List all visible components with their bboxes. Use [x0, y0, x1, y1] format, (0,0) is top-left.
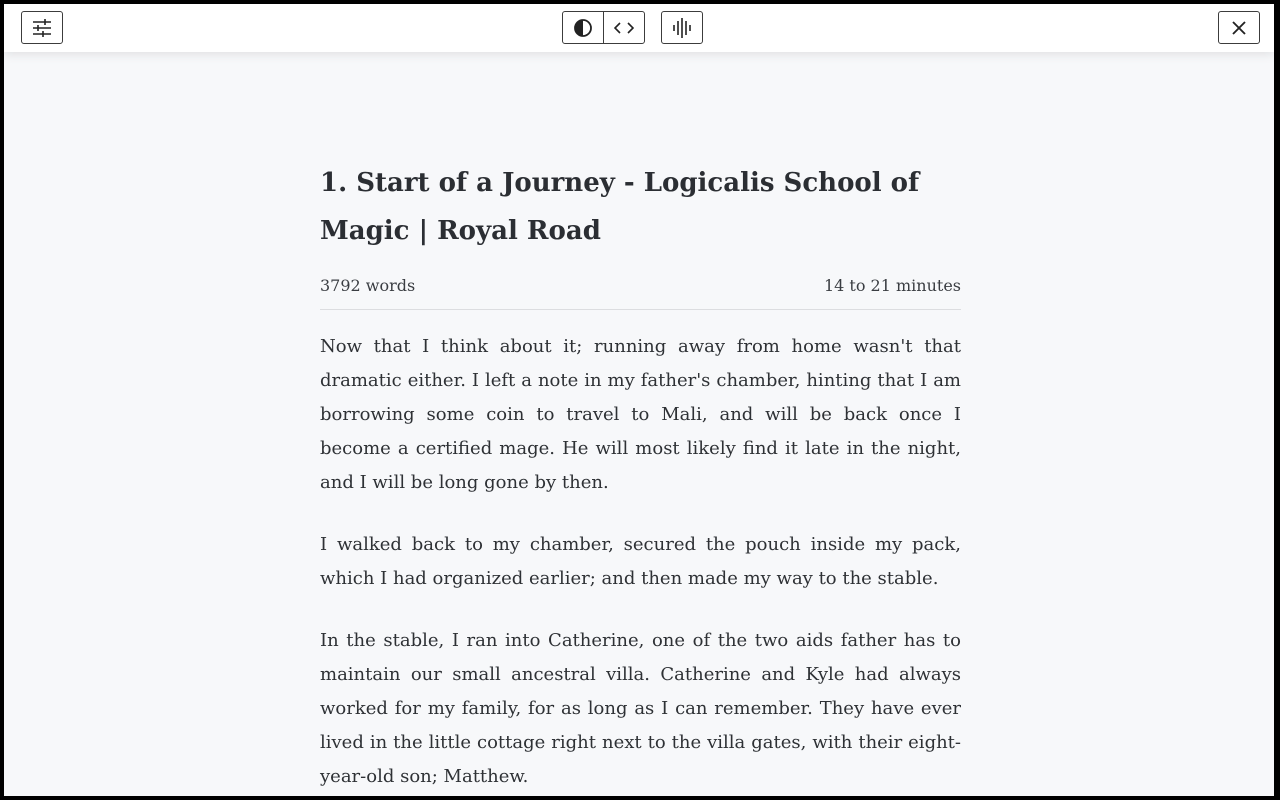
article-meta — [320, 274, 961, 310]
reader-toolbar — [4, 4, 1274, 52]
settings-button[interactable] — [21, 11, 63, 44]
code-brackets-icon — [614, 21, 634, 35]
contrast-icon — [573, 18, 593, 38]
close-reader-button[interactable] — [1218, 11, 1260, 44]
view-options-group — [562, 11, 645, 44]
audio-waveform-icon — [673, 17, 691, 39]
narrate-button[interactable] — [661, 11, 703, 44]
reading-time: 14 to 21 minutes — [823, 276, 961, 295]
reader-view — [4, 4, 1274, 796]
paragraph: I walked back to my chamber, secured the pouch inside my pack, which I had organized earlier; and then made my way to the stable. — [320, 534, 961, 589]
article-body — [320, 330, 961, 796]
content-width-button[interactable] — [603, 12, 644, 43]
word-count: 3792 words — [320, 276, 416, 295]
close-icon — [1231, 20, 1247, 36]
sliders-icon — [32, 19, 52, 37]
paragraph: In the stable, I ran into Catherine, one of the two aids father has to maintain our small ancestral villa. Catherine and Kyle had always worked for my family, for as long as I can remember. They have ever lived in the little cottage right next to the villa gates, with their eight-year-old son; Matthew. — [320, 630, 961, 787]
contrast-button[interactable] — [563, 12, 603, 43]
paragraph: Now that I think about it; running away from home wasn't that dramatic either. I left a note in my father's chamber, hinting that I am borrowing some coin to travel to Mali, and will be back once I become a certified mage. He will most likely find it late in the night, and I will be long gone by then. — [320, 336, 961, 493]
article-title: 1. Start of a Journey - Logicalis School of Magic | Royal Road — [320, 168, 920, 246]
